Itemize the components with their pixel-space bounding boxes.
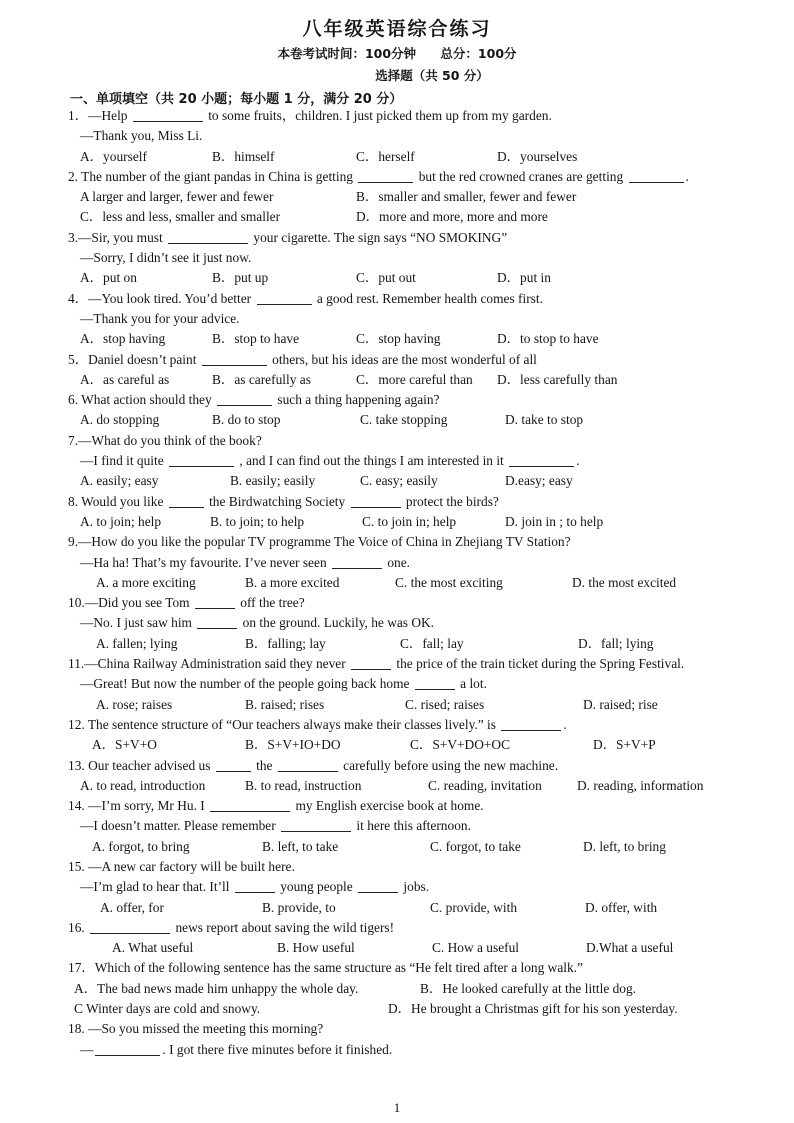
question-text: 12. The sentence structure of “Our teachers always make their classes lively.” is (68, 716, 500, 732)
question-text: —I doesn’t matter. Please remember (80, 818, 280, 834)
options-row (0, 979, 794, 999)
options-row (0, 695, 794, 715)
answer-blank[interactable] (217, 392, 272, 406)
question-text: 2. The number of the giant pandas in China is getting (68, 168, 357, 184)
question-8 (0, 492, 794, 533)
question-text: —Sorry, I didn’t see it just now. (80, 250, 252, 266)
option-d[interactable]: D.What a useful (586, 940, 674, 956)
question-text: . (563, 716, 567, 732)
option-c[interactable]: C．stop having (356, 331, 441, 347)
question-text: . (576, 453, 580, 469)
answer-blank[interactable] (216, 758, 251, 772)
option-b[interactable]: B．stop to have (212, 331, 300, 347)
question-text: 1．—Help (68, 108, 131, 123)
question-text: —Great! But now the number of the people going back home (80, 676, 413, 692)
option-b[interactable]: B．as carefully as (212, 371, 311, 387)
question-line (0, 126, 794, 146)
question-text: jobs. (400, 879, 430, 895)
option-d[interactable]: D. left, to bring (583, 838, 666, 854)
option-b[interactable]: B. How useful (277, 940, 355, 956)
options-row (0, 207, 794, 227)
answer-blank[interactable] (358, 879, 398, 893)
question-5 (0, 350, 794, 391)
option-b[interactable]: B．put up (212, 270, 269, 286)
option-b[interactable]: B. to read, instruction (245, 777, 362, 793)
options-row (0, 634, 794, 654)
option-a[interactable]: A．as careful as (80, 371, 170, 387)
options-row (0, 512, 794, 532)
question-stem (0, 918, 794, 938)
question-text: 17．Which of the following sentence has the same structure as “He felt tired after a long walk.” (68, 960, 583, 976)
options-row (0, 938, 794, 958)
option-a[interactable]: A. easily; easy (80, 473, 159, 489)
question-stem (0, 289, 794, 309)
option-d[interactable]: D. reading, information (577, 777, 704, 793)
question-13 (0, 756, 794, 797)
answer-blank[interactable] (235, 879, 275, 893)
question-line (0, 451, 794, 471)
option-a[interactable]: A. forgot, to bring (92, 838, 190, 854)
question-line (0, 553, 794, 573)
question-10 (0, 593, 794, 654)
question-text: 14. —I’m sorry, Mr Hu. I (68, 798, 209, 814)
question-4 (0, 289, 794, 350)
answer-blank[interactable] (629, 169, 684, 183)
options-row (0, 837, 794, 857)
option-b[interactable]: B. provide, to (262, 899, 336, 915)
option-b[interactable]: B. do to stop (212, 412, 281, 428)
option-d[interactable]: D．put in (497, 270, 551, 286)
question-stem (0, 492, 794, 512)
option-d[interactable]: D．less carefully than (497, 371, 618, 387)
question-12 (0, 715, 794, 756)
question-stem (0, 167, 794, 187)
option-b[interactable]: B. easily; easily (230, 473, 316, 489)
option-a[interactable]: A. fallen; lying (96, 635, 178, 651)
question-stem (0, 532, 794, 552)
question-text: 3.—Sir, you must (68, 229, 167, 245)
option-d[interactable]: D．He brought a Christmas gift for his son yesterday. (388, 1001, 678, 1017)
answer-blank[interactable] (415, 676, 455, 690)
question-text: . I got there five minutes before it finished. (162, 1041, 393, 1057)
question-text: , and I can find out the things I am interested in it (236, 453, 508, 469)
option-c[interactable]: C．less and less, smaller and smaller (80, 209, 281, 225)
option-d[interactable]: D．yourselves (497, 148, 578, 164)
option-c[interactable]: C. How a useful (432, 940, 520, 956)
answer-blank[interactable] (501, 717, 561, 731)
question-stem (0, 796, 794, 816)
answer-blank[interactable] (195, 595, 235, 609)
option-d[interactable]: D. join in ; to help (505, 513, 604, 529)
option-b[interactable]: B．S+V+IO+DO (245, 737, 341, 753)
question-text: protect the birds? (402, 493, 499, 509)
option-c[interactable]: C. to join in; help (362, 513, 457, 529)
question-text: —No. I just saw him (80, 615, 196, 631)
option-a[interactable]: A. rose; raises (96, 696, 173, 712)
question-text: —I’m glad to hear that. It’ll (80, 879, 233, 895)
question-list (0, 106, 794, 1060)
answer-blank[interactable] (351, 656, 391, 670)
question-text: one. (384, 554, 411, 570)
question-1 (0, 106, 794, 167)
question-line (0, 674, 794, 694)
question-line (0, 1040, 794, 1060)
question-line (0, 613, 794, 633)
question-stem (0, 593, 794, 613)
question-17 (0, 958, 794, 1019)
answer-blank[interactable] (351, 494, 401, 508)
question-16 (0, 918, 794, 959)
option-d[interactable]: D．to stop to have (497, 331, 599, 347)
option-a[interactable]: A. do stopping (80, 412, 160, 428)
question-text: 11.—China Railway Administration said they never (68, 656, 350, 672)
question-stem (0, 654, 794, 674)
option-a[interactable]: A．yourself (80, 148, 147, 164)
option-c[interactable]: C. forgot, to take (430, 838, 521, 854)
question-11 (0, 654, 794, 715)
question-stem (0, 756, 794, 776)
question-stem (0, 106, 794, 126)
exam-total-score: 总分：100分 (440, 46, 517, 61)
question-stem (0, 350, 794, 370)
question-text: such a thing happening again? (274, 392, 440, 408)
question-stem (0, 390, 794, 410)
option-c[interactable]: C. take stopping (360, 412, 448, 428)
answer-blank[interactable] (95, 1042, 160, 1056)
question-stem (0, 1019, 794, 1039)
question-text: 13. Our teacher advised us (68, 757, 214, 773)
option-d[interactable]: D．more and more, more and more (356, 209, 548, 225)
question-text: my English exercise book at home. (292, 798, 484, 814)
option-d[interactable]: D. raised; rise (583, 696, 658, 712)
option-c[interactable]: C. reading, invitation (428, 777, 542, 793)
option-b[interactable]: B．smaller and smaller, fewer and fewer (356, 189, 577, 205)
question-text: a good rest. Remember health comes first. (313, 290, 543, 306)
answer-blank[interactable] (202, 352, 267, 366)
option-c[interactable]: C．S+V+DO+OC (410, 737, 511, 753)
question-14 (0, 796, 794, 857)
question-text: young people (276, 879, 357, 895)
option-b[interactable]: B. raised; rises (245, 696, 325, 712)
option-c[interactable]: C Winter days are cold and snowy. (74, 1001, 261, 1017)
question-6 (0, 390, 794, 431)
answer-blank[interactable] (168, 230, 248, 244)
question-text: the price of the train ticket during the Spring Festival. (393, 656, 685, 672)
option-c[interactable]: C．herself (356, 148, 415, 164)
option-d[interactable]: D. the most excited (572, 574, 677, 590)
question-text: the Birdwatching Society (205, 493, 349, 509)
question-text: 7.—What do you think of the book? (68, 432, 262, 448)
question-3 (0, 228, 794, 289)
option-a[interactable]: A. a more exciting (96, 574, 196, 590)
option-c[interactable]: C．more careful than (356, 371, 473, 387)
question-text: others, but his ideas are the most wonderful of all (268, 351, 537, 367)
option-a[interactable]: A．The bad news made him unhappy the whole day. (74, 980, 359, 996)
option-d[interactable]: D. offer, with (585, 899, 658, 915)
option-a[interactable]: A．put on (80, 270, 137, 286)
options-row (0, 573, 794, 593)
question-text: —Thank you, Miss Li. (80, 128, 203, 144)
option-c[interactable]: C. easy; easily (360, 473, 438, 489)
answer-blank[interactable] (278, 758, 338, 772)
question-stem (0, 958, 794, 978)
question-text: on the ground. Luckily, he was OK. (239, 615, 435, 631)
question-15 (0, 857, 794, 918)
question-text: the (252, 757, 276, 773)
question-text: a lot. (456, 676, 487, 692)
option-b[interactable]: B．falling; lay (245, 635, 326, 651)
options-row (0, 147, 794, 167)
option-a[interactable]: A larger and larger, fewer and fewer (80, 189, 274, 205)
question-text: . (685, 168, 689, 184)
question-text: —Ha ha! That’s my favourite. I’ve never seen (80, 554, 330, 570)
options-row (0, 898, 794, 918)
answer-blank[interactable] (169, 453, 234, 467)
option-d[interactable]: D．S+V+P (593, 737, 656, 753)
option-d[interactable]: D．fall; lying (578, 635, 654, 651)
option-d[interactable]: D.easy; easy (505, 473, 573, 489)
question-text: —I find it quite (80, 453, 168, 469)
question-text: 15. —A new car factory will be built here. (68, 858, 295, 874)
question-line (0, 309, 794, 329)
question-text: — (80, 1041, 94, 1057)
page-title: 八年级英语综合练习 (302, 18, 492, 40)
answer-blank[interactable] (281, 818, 351, 832)
option-b[interactable]: B．He looked carefully at the little dog. (420, 980, 637, 996)
option-a[interactable]: A．S+V+O (92, 737, 157, 753)
option-a[interactable]: A. offer, for (100, 899, 164, 915)
question-text: to some fruits，children. I just picked them up from my garden. (204, 108, 552, 123)
question-text: 16. (68, 919, 89, 935)
question-line (0, 877, 794, 897)
option-b[interactable]: B. a more excited (245, 574, 340, 590)
page-number: 1 (393, 1100, 401, 1115)
question-text: —Thank you for your advice. (80, 310, 240, 326)
question-7 (0, 431, 794, 492)
question-text: off the tree? (236, 595, 305, 611)
option-c[interactable]: C．fall; lay (400, 635, 464, 651)
options-row (0, 268, 794, 288)
answer-blank[interactable] (210, 798, 290, 812)
option-b[interactable]: B. to join; to help (210, 513, 305, 529)
option-c[interactable]: C. provide, with (430, 899, 518, 915)
question-stem (0, 228, 794, 248)
options-row (0, 999, 794, 1019)
question-line (0, 816, 794, 836)
part-title: 选择题（共 50 分） (375, 68, 489, 83)
options-row (0, 370, 794, 390)
answer-blank[interactable] (332, 555, 382, 569)
option-d[interactable]: D. take to stop (505, 412, 584, 428)
option-c[interactable]: C. rised; raises (405, 696, 485, 712)
question-text: carefully before using the new machine. (339, 757, 559, 773)
answer-blank[interactable] (90, 920, 170, 934)
question-text: but the red crowned cranes are getting (415, 168, 627, 184)
question-18 (0, 1019, 794, 1060)
answer-blank[interactable] (169, 494, 204, 508)
question-text: 10.—Did you see Tom (68, 595, 193, 611)
answer-blank[interactable] (133, 108, 203, 122)
option-c[interactable]: C．put out (356, 270, 416, 286)
option-a[interactable]: A．stop having (80, 331, 166, 347)
question-text: 8. Would you like (68, 493, 167, 509)
question-text: 9.—How do you like the popular TV programme The Voice of China in Zhejiang TV Station? (68, 534, 571, 550)
question-text: your cigarette. The sign says “NO SMOKING” (250, 229, 508, 245)
answer-blank[interactable] (358, 169, 413, 183)
option-c[interactable]: C. the most exciting (395, 574, 503, 590)
options-row (0, 776, 794, 796)
answer-blank[interactable] (509, 453, 574, 467)
section-title: 一、单项填空（共 20 小题；每小题 1 分，满分 20 分） (70, 92, 403, 107)
question-text: it here this afternoon. (353, 818, 471, 834)
question-text: 5．Daniel doesn’t paint (68, 351, 200, 367)
question-text: 4．—You look tired. You’d better (68, 290, 255, 306)
exam-info (0, 44, 794, 62)
option-b[interactable]: B. left, to take (262, 838, 339, 854)
options-row (0, 410, 794, 430)
question-text: 18. —So you missed the meeting this morning? (68, 1021, 324, 1037)
options-row (0, 735, 794, 755)
option-b[interactable]: B．himself (212, 148, 275, 164)
options-row (0, 329, 794, 349)
answer-blank[interactable] (257, 291, 312, 305)
exam-time: 本卷考试时间：100分钟 (277, 46, 417, 61)
answer-blank[interactable] (197, 615, 237, 629)
question-stem (0, 857, 794, 877)
option-a[interactable]: A. to join; help (80, 513, 162, 529)
question-2 (0, 167, 794, 228)
question-9 (0, 532, 794, 593)
question-stem (0, 431, 794, 451)
question-line (0, 248, 794, 268)
question-text: news report about saving the wild tigers! (172, 919, 395, 935)
question-stem (0, 715, 794, 735)
option-a[interactable]: A. What useful (112, 940, 194, 956)
options-row (0, 471, 794, 491)
options-row (0, 187, 794, 207)
option-a[interactable]: A. to read, introduction (80, 777, 206, 793)
question-text: 6. What action should they (68, 392, 216, 408)
